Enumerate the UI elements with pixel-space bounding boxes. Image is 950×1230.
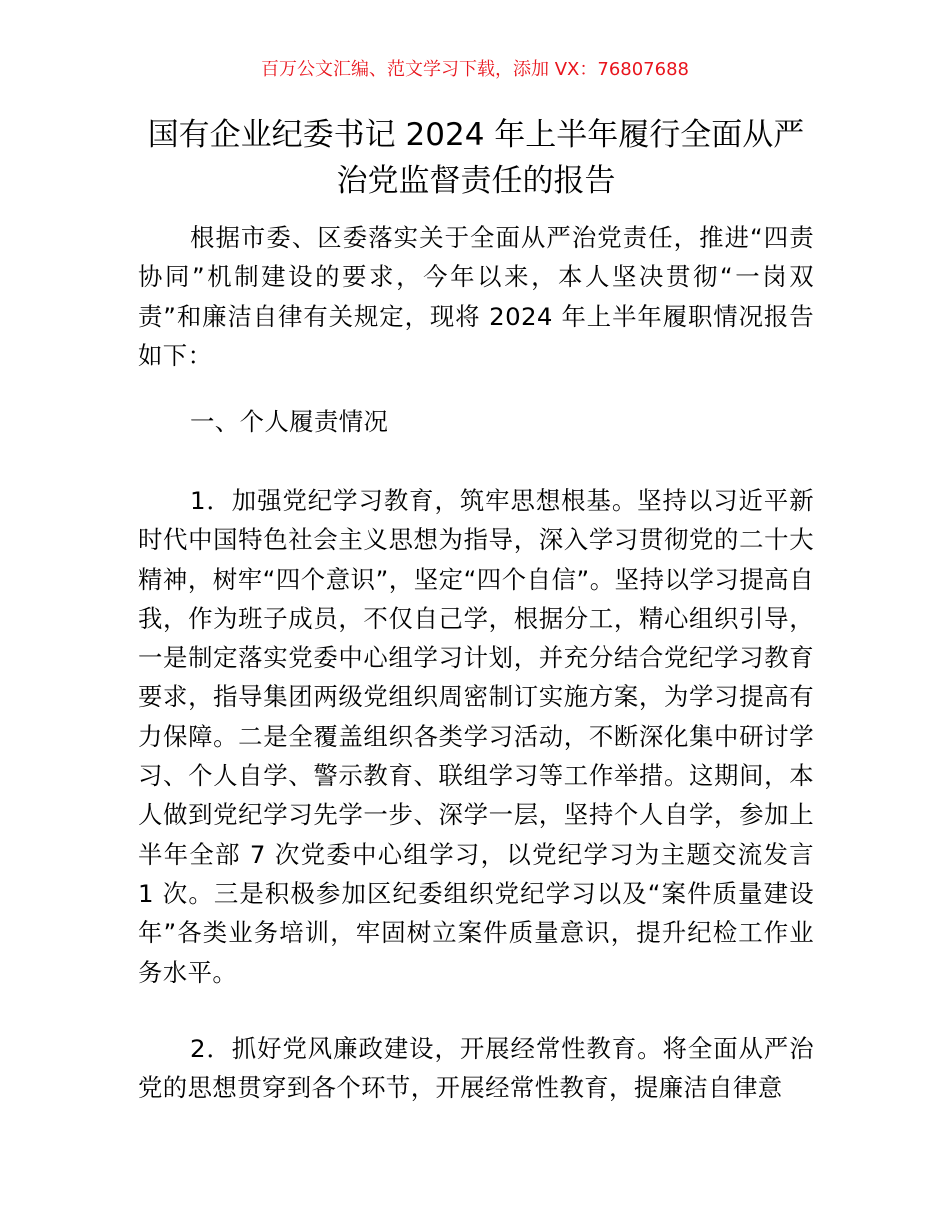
intro-paragraph: 根据市委、区委落实关于全面从严治党责任，推进“四责协同”机制建设的要求，今年以来，本人坚决贯彻“一岗双责”和廉洁自律有关规定，现将 2024 年上半年履职情况报告如下： — [138, 223, 814, 370]
section-heading-1: 一、个人履责情况 — [190, 407, 389, 436]
paragraph-item-2: 2．抓好党风廉政建设，开展经常性教育。将全面从严治党的思想贯穿到各个环节，开展经常性教育，提廉洁自律意 — [138, 1034, 814, 1103]
watermark-banner: 百万公文汇编、范文学习下载，添加 VX：76807688 — [261, 59, 689, 80]
title-line-2: 治党监督责任的报告 — [336, 163, 616, 199]
paragraph-item-1: 1．加强党纪学习教育，筑牢思想根基。坚持以习近平新时代中国特色社会主义思想为指导，深入学习贯彻党的二十大精神，树牢“四个意识”，坚定“四个自信”。坚持以学习提高自我，作为班子成员，不仅自己学，根据分工，精心组织引导，一是制定落实党委中心组学习计划，并充分结合党纪学习教育要求，指导集团两级党组织周密制订实施方案，为学习提高有力保障。二是全覆盖组织各类学习活动，不断深化集中研讨学习、个人自学、警示教育、联组学习等工作举措。这期间，本人做到党纪学习先学一步、深学一层，坚持个人自学，参加上半年全部 7 次党委中心组学习，以党纪学习为主题交流发言 1 次。三是积极参加区纪委组织党纪学习以及“案件质量建设年”各类业务培训，牢固树立案件质量意识，提升纪检工作业务水平。 — [138, 486, 814, 987]
document-title — [138, 112, 814, 204]
title-line-1: 国有企业纪委书记 2024 年上半年履行全面从严 — [147, 117, 805, 153]
